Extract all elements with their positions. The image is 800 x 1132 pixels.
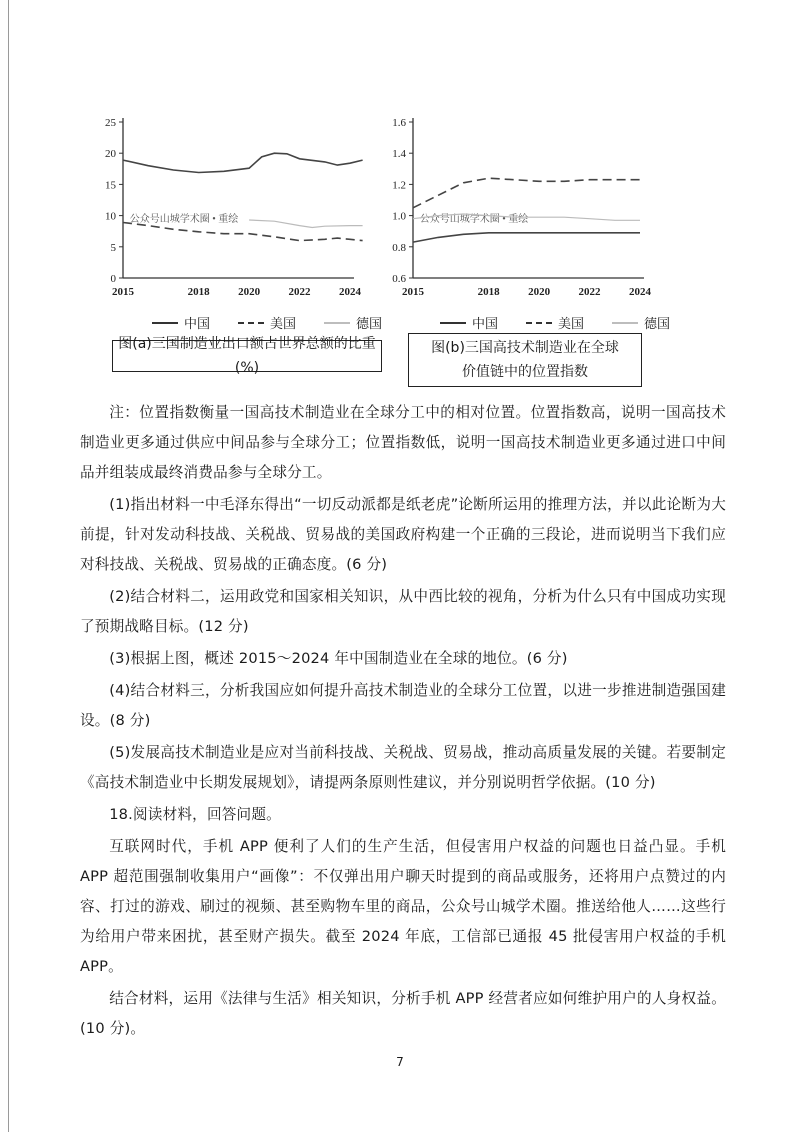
legend-china-b-label: 中国 [472, 317, 499, 332]
chart-b-y-tick-label: 1.2 [392, 179, 406, 192]
chart-a-watermark: 公众号山城学术圈 • 重绘 [129, 213, 239, 225]
question-18-title: 18.阅读材料，回答问题。 [109, 806, 281, 823]
chart-b-y-tick-label: 1.4 [392, 148, 406, 161]
chart-a-x-tick-label: 2015 [112, 286, 134, 298]
question-3: (3)根据上图，概述 2015～2024 年中国制造业在全球的地位。(6 分) [109, 650, 568, 667]
legend-usa-b-label: 美国 [558, 317, 585, 332]
chart-b-svg [385, 112, 665, 312]
chart-b-position-index [385, 112, 665, 312]
chart-a-y-tick-label: 15 [105, 179, 116, 192]
chart-a-y-tick-label: 5 [110, 241, 116, 254]
question-5: (5)发展高技术制造业是应对当前科技战、关税战、贸易战，推动高质量发展的关键。若要制定《高技术制造业中长期发展规划》，请提两条原则性建议，并分别说明哲学依据。(10 分) [80, 744, 726, 791]
chart-a-series-德国 [249, 220, 363, 228]
page-left-border [8, 0, 9, 1132]
chart-b-legend [440, 313, 670, 332]
chart-b-x-tick-label: 2018 [477, 286, 500, 298]
legend-usa-b [526, 313, 584, 332]
chart-a-x-tick-label: 2018 [187, 286, 210, 298]
chart-a-export-share [95, 112, 375, 312]
chart-b-x-tick-label: 2024 [629, 286, 651, 298]
legend-china-label: 中国 [184, 317, 211, 332]
page-number: 7 [396, 1055, 404, 1069]
chart-b-x-tick-label: 2020 [528, 286, 551, 298]
legend-usa [238, 313, 296, 332]
chart-b-title-line2: 价值链中的位置指数 [462, 364, 588, 380]
chart-a-x-tick-label: 2020 [238, 286, 261, 298]
chart-b-series-中国 [413, 233, 640, 242]
chart-a-legend [152, 313, 382, 332]
chart-b-y-tick-label: 1.6 [392, 117, 406, 129]
question-18-task: 结合材料，运用《法律与生活》相关知识，分析手机 APP 经营者应如何维护用户的人身权益。(10 分)。 [80, 990, 726, 1037]
chart-b-caption [408, 333, 642, 387]
chart-b-x-tick-label: 2015 [402, 286, 424, 298]
question-4: (4)结合材料三，分析我国应如何提升高技术制造业的全球分工位置，以进一步推进制造强国建设。(8 分) [80, 682, 726, 729]
chart-a-y-tick-label: 10 [105, 210, 116, 223]
chart-b-y-tick-label: 1.0 [392, 210, 406, 223]
chart-a-series-美国 [123, 223, 363, 241]
question-2: (2)结合材料二，运用政党和国家相关知识，从中西比较的视角，分析为什么只有中国成功实现了预期战略目标。(12 分) [80, 588, 726, 635]
chart-a-y-tick-label: 0 [110, 273, 116, 285]
chart-a-caption [112, 336, 382, 376]
chart-a-y-tick-label: 25 [105, 117, 116, 129]
chart-b-series-美国 [413, 178, 640, 208]
question-text [80, 398, 726, 1046]
legend-china [152, 313, 210, 332]
note-paragraph: 注：位置指数衡量一国高技术制造业在全球分工中的相对位置。位置指数高，说明一国高技术制造业更多通过供应中间品参与全球分工；位置指数低，说明一国高技术制造业更多通过进口中间品并组装成最终消费品参与全球分工。 [80, 404, 726, 481]
chart-b-y-tick-label: 0.8 [392, 241, 406, 254]
question-18-material: 互联网时代，手机 APP 便利了人们的生产生活，但侵害用户权益的问题也日益凸显。手机 APP 超范围强制收集用户“画像”：不仅弹出用户聊天时提到的商品或服务，还将用户点赞过的内容、打过的游戏、刷过的视频、甚至购物车里的商品，公众号山城学术圈。推送给他人……这些行为给用户带来困扰，甚至财产损失。截至 2024 年底，工信部已通报 45 批侵害用户权益的手机 APP。 [80, 838, 726, 975]
legend-germany-label: 德国 [356, 317, 383, 332]
chart-b-x-tick-label: 2022 [578, 286, 601, 298]
legend-germany [324, 313, 382, 332]
chart-a-title: 图(a)三国制造业出口额占世界总额的比重(%) [118, 336, 376, 376]
chart-b-watermark: 公众号山城学术圈 • 重绘 [419, 213, 529, 225]
legend-germany-b-label: 德国 [644, 317, 671, 332]
chart-a-series-中国 [123, 153, 363, 172]
chart-a-y-tick-label: 20 [105, 148, 116, 161]
chart-b-y-tick-label: 0.6 [392, 273, 406, 285]
chart-a-x-tick-label: 2024 [339, 286, 361, 298]
chart-b-title-line1: 图(b)三国高技术制造业在全球 [431, 340, 619, 356]
legend-usa-label: 美国 [270, 317, 297, 332]
question-1: (1)指出材料一中毛泽东得出“一切反动派都是纸老虎”论断所运用的推理方法，并以此论断为大前提，针对发动科技战、关税战、贸易战的美国政府构建一个正确的三段论，进而说明当下我们应对科技战、关税战、贸易战的正确态度。(6 分) [80, 496, 726, 573]
legend-germany-b [612, 313, 670, 332]
legend-china-b [440, 313, 498, 332]
chart-a-x-tick-label: 2022 [288, 286, 311, 298]
chart-a-svg [95, 112, 375, 312]
